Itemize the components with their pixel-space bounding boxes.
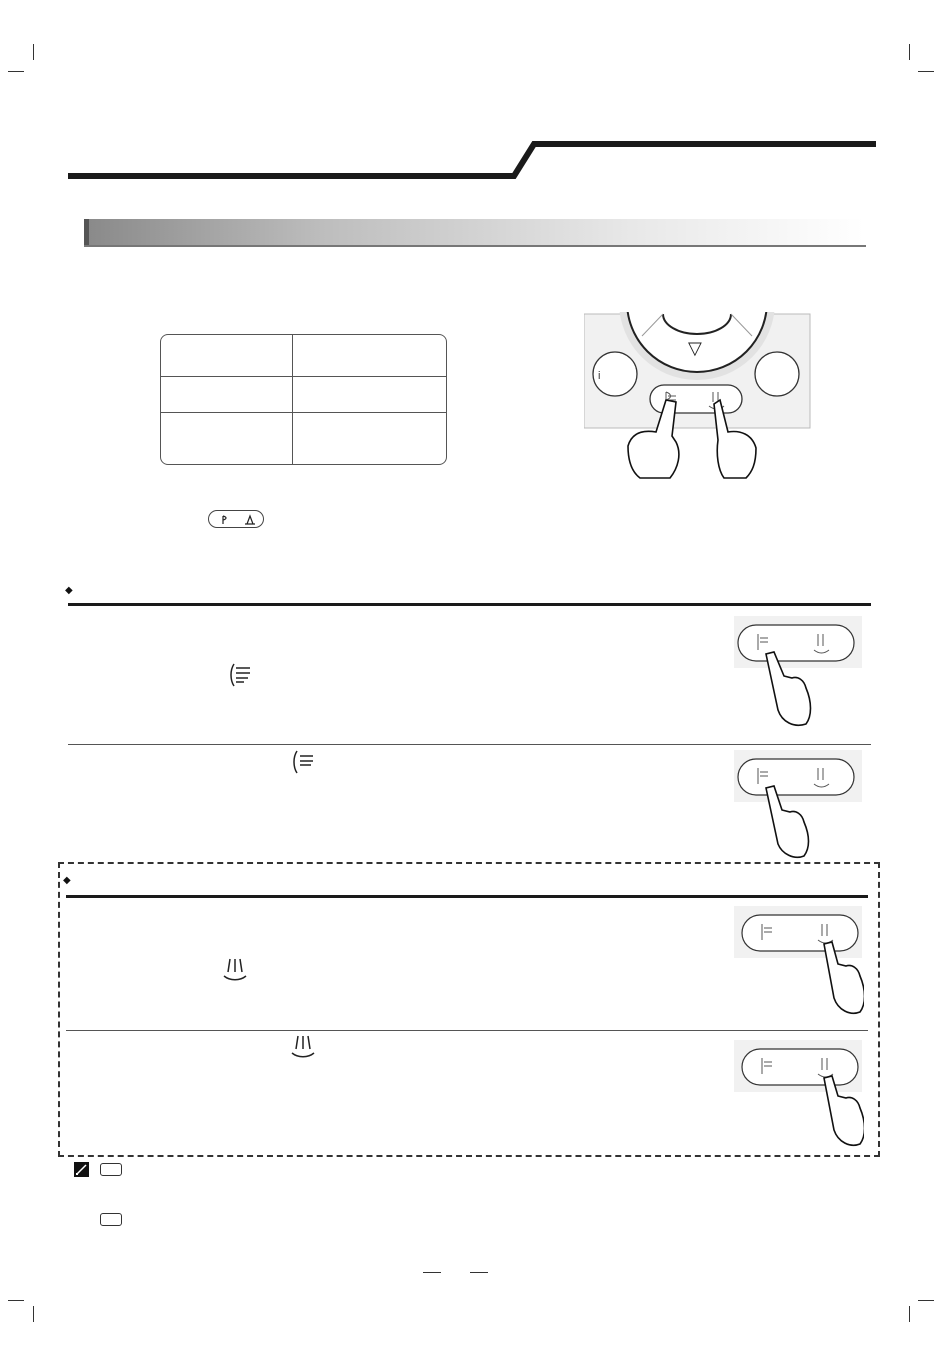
horizontal-swing-icon bbox=[288, 1033, 318, 1059]
page-number-dash bbox=[470, 1272, 488, 1273]
crop-mark bbox=[33, 44, 34, 60]
remote-control-figure bbox=[584, 312, 824, 487]
swing-button-figure bbox=[734, 1040, 864, 1152]
section-title-underline bbox=[84, 245, 866, 247]
horizontal-swing-icon bbox=[220, 956, 250, 982]
swing-button-figure bbox=[734, 616, 864, 732]
crop-mark bbox=[33, 1306, 34, 1322]
page-number-dash bbox=[423, 1272, 441, 1273]
divider bbox=[66, 1030, 868, 1031]
header-rule bbox=[0, 130, 950, 190]
divider bbox=[68, 744, 871, 745]
note-tag bbox=[100, 1163, 122, 1176]
note-icon bbox=[74, 1162, 89, 1177]
crop-mark bbox=[918, 1300, 934, 1301]
swing-button-figure bbox=[734, 750, 864, 866]
swing-button-figure bbox=[734, 906, 864, 1022]
crop-mark bbox=[8, 1300, 24, 1301]
crop-mark bbox=[8, 71, 24, 72]
table-row bbox=[161, 335, 446, 377]
table-row bbox=[161, 412, 446, 465]
swing-icons bbox=[209, 511, 265, 529]
round-button bbox=[755, 352, 799, 396]
table-row bbox=[161, 376, 446, 413]
info-button-label: i bbox=[598, 370, 601, 382]
crop-mark bbox=[918, 71, 934, 72]
down-arrow-icon: ▽ bbox=[688, 338, 702, 359]
swing-button-inline bbox=[208, 510, 264, 528]
crop-mark bbox=[909, 44, 910, 60]
bullet-diamond-icon: ◆ bbox=[65, 585, 73, 596]
section-title-bar bbox=[84, 219, 864, 245]
bullet-diamond-icon: ◆ bbox=[63, 875, 71, 886]
note-tag bbox=[100, 1213, 122, 1226]
vertical-swing-icon bbox=[228, 660, 258, 690]
section-rule bbox=[68, 603, 871, 606]
crop-mark bbox=[909, 1306, 910, 1322]
section-rule bbox=[66, 895, 868, 898]
vertical-swing-icon bbox=[292, 748, 316, 776]
mode-table bbox=[160, 334, 447, 465]
